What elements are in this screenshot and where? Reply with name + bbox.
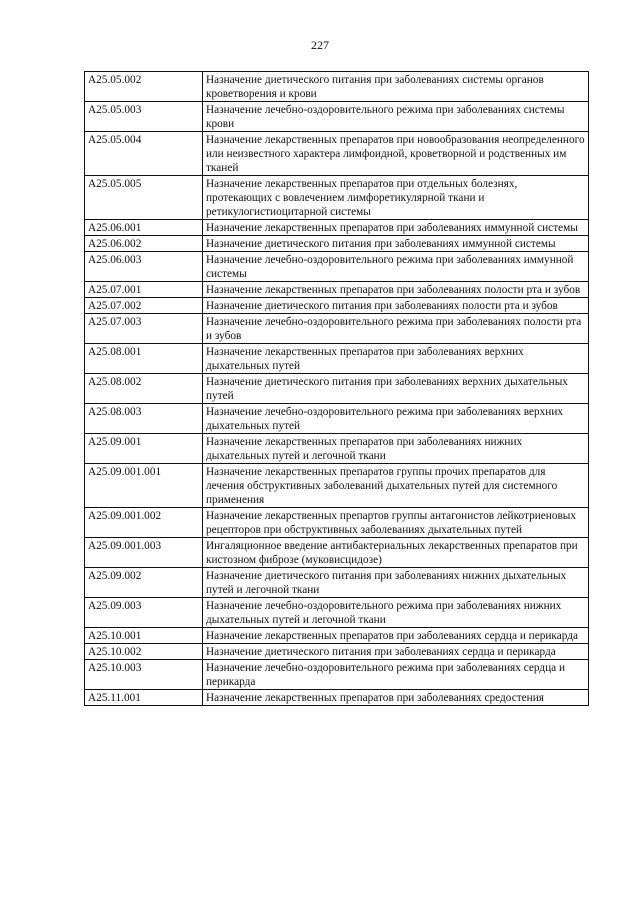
service-description: Назначение лечебно-оздоровительного режима при заболеваниях нижних дыхательных путей и легочной ткани	[203, 598, 589, 628]
services-table	[84, 71, 589, 706]
page-number: 227	[311, 38, 329, 52]
table-row	[85, 568, 589, 598]
service-description: Назначение лекарственных препаратов группы прочих препаратов для лечения обструктивных заболеваний дыхательных путей для системного применения	[203, 464, 589, 508]
service-code: A25.10.003	[85, 660, 203, 690]
service-code: A25.10.001	[85, 628, 203, 644]
table-row	[85, 298, 589, 314]
service-description: Назначение лекарственных препартов группы антагонистов лейкотриеновых рецепторов при обструктивных заболеваниях дыхательных путей	[203, 508, 589, 538]
table-row	[85, 508, 589, 538]
service-code: A25.09.001	[85, 434, 203, 464]
service-description: Назначение лекарственных препаратов при заболеваниях нижних дыхательных путей и легочной ткани	[203, 434, 589, 464]
table-row	[85, 220, 589, 236]
service-description: Назначение диетического питания при заболеваниях нижних дыхательных путей и легочной ткани	[203, 568, 589, 598]
service-description: Назначение диетического питания при заболеваниях верхних дыхательных путей	[203, 374, 589, 404]
table-row	[85, 464, 589, 508]
table-row	[85, 644, 589, 660]
table-row	[85, 252, 589, 282]
service-code: A25.08.003	[85, 404, 203, 434]
service-code: A25.05.004	[85, 132, 203, 176]
table-row	[85, 132, 589, 176]
service-code: A25.09.001.002	[85, 508, 203, 538]
table-row	[85, 690, 589, 706]
table-row	[85, 344, 589, 374]
service-code: A25.05.002	[85, 72, 203, 102]
table-row	[85, 236, 589, 252]
service-code: A25.09.002	[85, 568, 203, 598]
table-row	[85, 660, 589, 690]
service-description: Назначение диетического питания при заболеваниях иммунной системы	[203, 236, 589, 252]
service-code: A25.08.002	[85, 374, 203, 404]
table-row	[85, 434, 589, 464]
service-code: A25.10.002	[85, 644, 203, 660]
service-code: A25.09.001.001	[85, 464, 203, 508]
service-code: A25.06.003	[85, 252, 203, 282]
service-description: Назначение диетического питания при заболеваниях сердца и перикарда	[203, 644, 589, 660]
table-row	[85, 282, 589, 298]
service-description: Назначение лекарственных препаратов при отдельных болезнях, протекающих с вовлечением лимфоретикулярной ткани и ретикулогистиоцитарной системы	[203, 176, 589, 220]
service-description: Назначение лечебно-оздоровительного режима при заболеваниях верхних дыхательных путей	[203, 404, 589, 434]
service-description: Назначение лечебно-оздоровительного режима при заболеваниях системы крови	[203, 102, 589, 132]
table-row	[85, 176, 589, 220]
table-row	[85, 598, 589, 628]
service-description: Назначение лекарственных препаратов при новообразования неопределенного или неизвестного характера лимфоидной, кроветворной и родственных им тканей	[203, 132, 589, 176]
service-description: Назначение лекарственных препаратов при заболеваниях средостения	[203, 690, 589, 706]
service-description: Назначение лекарственных препаратов при заболеваниях иммунной системы	[203, 220, 589, 236]
service-code: A25.07.003	[85, 314, 203, 344]
service-description: Назначение лечебно-оздоровительного режима при заболеваниях сердца и перикарда	[203, 660, 589, 690]
service-description: Назначение диетического питания при заболеваниях системы органов кроветворения и крови	[203, 72, 589, 102]
table-row	[85, 628, 589, 644]
service-description: Ингаляционное введение антибактериальных лекарственных препаратов при кистозном фиброзе (муковисцидозе)	[203, 538, 589, 568]
service-description: Назначение лекарственных препаратов при заболеваниях полости рта и зубов	[203, 282, 589, 298]
service-description: Назначение лекарственных препаратов при заболеваниях сердца и перикарда	[203, 628, 589, 644]
service-code: A25.05.005	[85, 176, 203, 220]
service-code: A25.07.001	[85, 282, 203, 298]
service-code: A25.11.001	[85, 690, 203, 706]
service-description: Назначение лечебно-оздоровительного режима при заболеваниях иммунной системы	[203, 252, 589, 282]
table-row	[85, 314, 589, 344]
service-code: A25.06.001	[85, 220, 203, 236]
table-row	[85, 404, 589, 434]
service-code: A25.08.001	[85, 344, 203, 374]
table-row	[85, 538, 589, 568]
service-code: A25.07.002	[85, 298, 203, 314]
service-code: A25.09.001.003	[85, 538, 203, 568]
service-description: Назначение лечебно-оздоровительного режима при заболеваниях полости рта и зубов	[203, 314, 589, 344]
table-row	[85, 374, 589, 404]
service-code: A25.06.002	[85, 236, 203, 252]
service-description: Назначение лекарственных препаратов при заболеваниях верхних дыхательных путей	[203, 344, 589, 374]
service-description: Назначение диетического питания при заболеваниях полости рта и зубов	[203, 298, 589, 314]
table-row	[85, 102, 589, 132]
service-code: A25.09.003	[85, 598, 203, 628]
table-row	[85, 72, 589, 102]
service-code: A25.05.003	[85, 102, 203, 132]
